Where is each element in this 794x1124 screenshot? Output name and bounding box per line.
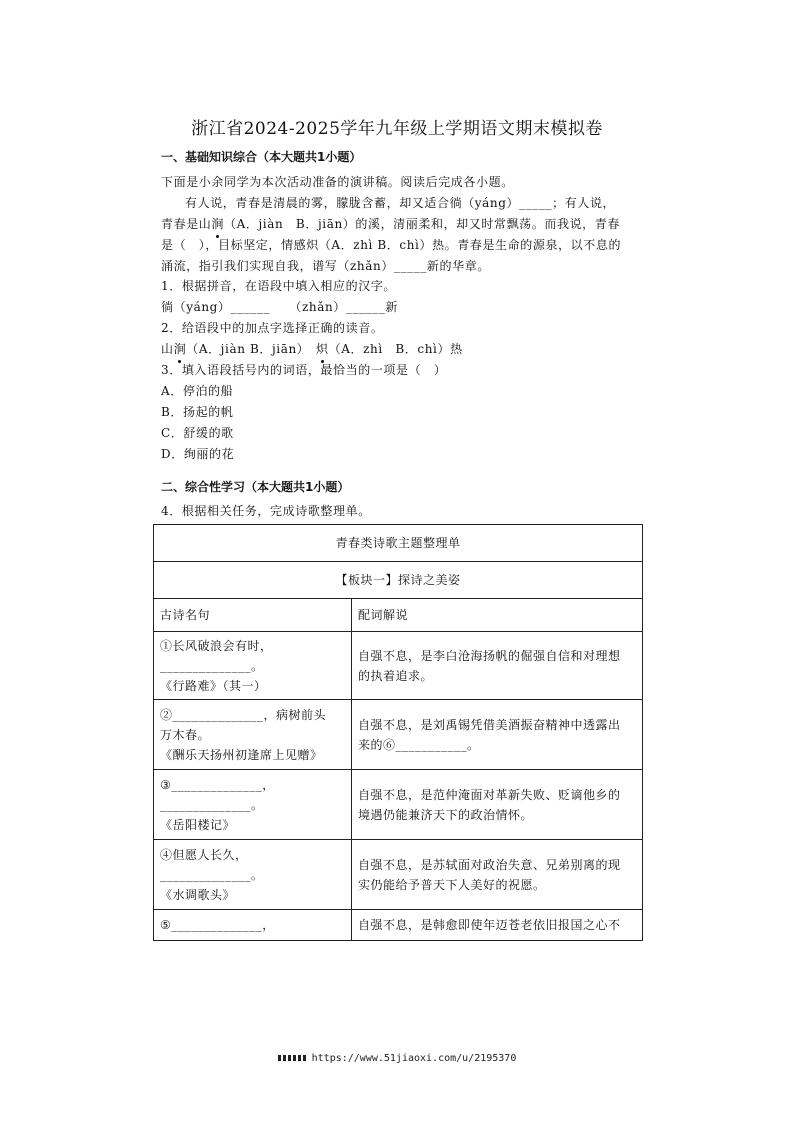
option-d: D．绚丽的花 <box>161 447 235 461</box>
commentary-cell: 自强不息，是范仲淹面对革新失败、贬谪他乡的 境遇仍能兼济天下的政治情怀。 <box>352 770 643 840</box>
option-b: B．扬起的帆 <box>161 405 234 419</box>
blank-answer[interactable]: ______________。 <box>160 797 264 812</box>
option-c: C．舒缓的歌 <box>161 426 234 440</box>
dotted-char: 炽 <box>316 339 329 360</box>
section-1-intro: 下面是小余同学为本次活动准备的演讲稿。阅读后完成各小题。 <box>161 175 514 189</box>
table-row <box>154 632 643 700</box>
poem-cell <box>154 910 352 941</box>
passage-line-1: 有人说，青春是清晨的雾，朦胧含蓄，却又适合徜（yáng）_____；有人说， <box>185 196 616 210</box>
table-row <box>154 910 643 941</box>
question-3: 3．填入语段括号内的词语，最恰当的一项是（ ） <box>161 363 447 377</box>
blank-answer[interactable]: 来的⑥___________。 <box>358 737 480 752</box>
section-1-heading: 一、基础知识综合（本大题共1小题） <box>161 150 362 164</box>
section-2-heading: 二、综合性学习（本大题共1小题） <box>161 480 350 494</box>
poem-cell: ②______________，病树前头 万木春。 《酬乐天扬州初逢席上见赠》 <box>154 700 352 770</box>
column-header-poem: 古诗名句 <box>154 599 352 632</box>
poem-cell: ①长风破浪会有时， ______________。 《行路难》（其一） <box>154 632 352 700</box>
blank-answer[interactable]: ⑤______________， <box>160 918 275 932</box>
page-title: 浙江省2024-2025学年九年级上学期语文期末模拟卷 <box>191 119 603 139</box>
commentary-cell: 自强不息，是刘禹锡凭借美酒振奋精神中透露出 来的⑥___________。 <box>352 700 643 770</box>
dotted-char: 涧 <box>211 214 224 235</box>
table-caption: 青春类诗歌主题整理单 <box>154 525 643 562</box>
site-logo-icon <box>278 1055 306 1061</box>
passage-line-4: 涌流，指引我们实现自我，谱写（zhǎn）_____新的华章。 <box>161 259 490 273</box>
footer-watermark <box>0 1053 794 1064</box>
passage-line-3: 是（ ），目标坚定，情感炽（A．zhì B．chì）热。青春是生命的源泉，以不息的 <box>161 238 622 252</box>
question-1-answer-line: 徜（yáng）______ （zhǎn）______新 <box>161 300 399 314</box>
question-2-answer-line: 山涧（A．jiàn B．jiān） 炽（A．zhì B．chì）热 <box>161 339 641 360</box>
dotted-char: 涧 <box>174 339 187 360</box>
question-4: 4．根据相关任务，完成诗歌整理单。 <box>161 504 371 518</box>
blank-answer[interactable]: ②______________，病树前头 <box>160 707 327 722</box>
table-row <box>154 840 643 910</box>
footer-url[interactable]: https://www.51jiaoxi.com/u/2195370 <box>311 1053 517 1064</box>
table-caption-row <box>154 525 643 562</box>
table-block-title: 【板块一】探诗之美姿 <box>154 562 643 599</box>
blank-answer[interactable]: ______________。 <box>160 867 264 882</box>
commentary-cell: 自强不息，是苏轼面对政治失意、兄弟别离的现 实仍能给予普天下人美好的祝愿。 <box>352 840 643 910</box>
table-header-row <box>154 599 643 632</box>
poem-worksheet-table <box>153 524 643 941</box>
commentary-cell: 自强不息，是李白沧海扬帆的倔强自信和对理想 的执着追求。 <box>352 632 643 700</box>
passage-line-2: 青春是山涧（A．jiàn B．jiān）的溪，清丽柔和，却又时常飘荡。而我说，青春 <box>161 214 641 235</box>
table-row <box>154 700 643 770</box>
question-1: 1．根据拼音，在语段中填入相应的汉字。 <box>161 279 397 293</box>
blank-answer[interactable]: ______________。 <box>160 658 264 673</box>
commentary-cell: 自强不息，是韩愈即使年迈苍老依旧报国之心不 <box>352 910 643 941</box>
table-row <box>154 770 643 840</box>
question-2: 2．给语段中的加点字选择正确的读音。 <box>161 321 384 335</box>
table-block-row <box>154 562 643 599</box>
blank-answer[interactable]: ③______________， <box>160 777 275 792</box>
poem-cell: ③______________， ______________。 《岳阳楼记》 <box>154 770 352 840</box>
poem-cell: ④但愿人长久， ______________。 《水调歌头》 <box>154 840 352 910</box>
option-a: A．停泊的船 <box>161 384 234 398</box>
column-header-commentary: 配词解说 <box>352 599 643 632</box>
